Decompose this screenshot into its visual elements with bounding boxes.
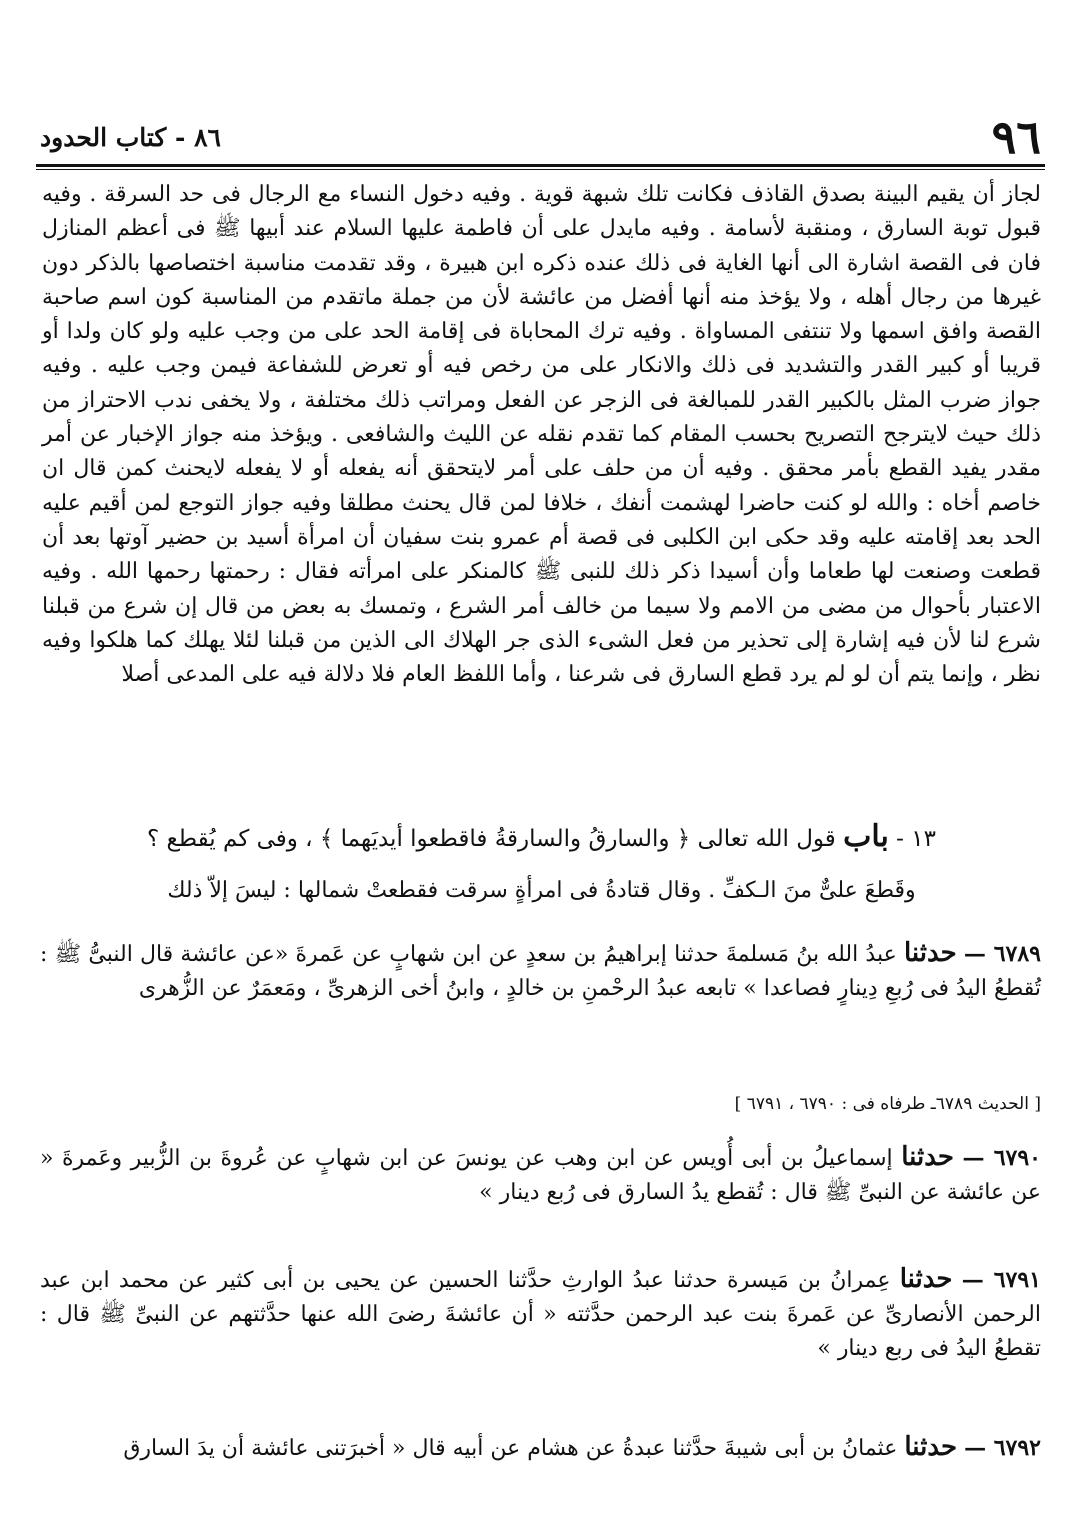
chapter-title: قول الله تعالى ﴿ والسارقُ والسارقةُ فاقطعوا أيديَهما ﴾ ، وفى كم يُقطع ؟ [147,826,836,852]
haddathana-label: حدثنا [903,938,957,968]
hadith-number: ٦٧٩٢ — [964,1435,1041,1461]
running-head: ٨٦ - كتاب الحدود [40,122,221,152]
hadith-number: ٦٧٩١ — [961,1267,1041,1293]
hadith-number: ٦٧٨٩ — [963,941,1041,967]
hadith-6792-text [40,1430,1041,1466]
hadith-body: عِمرانُ بن مَيسرة حدثنا عبدُ الوارثِ حدَّثنا الحسين عن يحيى بن أبى كثير عن محمد ابن عبد الرحمن الأنصارىِّ عن عَمرةَ بنت عبد الرحمن حدَّثته « أن عائشةَ رضىَ الله عنها حدَّثتهم عن النبىِّ ﷺ قال : تقطعُ اليدُ فى ربع دينار » [40,1268,1041,1361]
page-header [40,108,1041,166]
page-number: ٩٦ [991,110,1041,164]
hadith-6789-text [40,936,1041,1006]
chapter-heading [42,820,1041,856]
commentary-text: لجاز أن يقيم البينة بصدق القاذف فكانت تلك شبهة قوية . وفيه دخول النساء مع الرجال فى حد السرقة . وفيه قبول توبة السارق ، ومنقبة لأسامة . وفيه مايدل على أن فاطمة عليها السلام عند أبيها ﷺ فى أعظم المنازل فان فى القصة اشارة الى أنها الغاية فى ذلك عنده ذكره ابن هبيرة ، وقد تقدمت مناسبة اختصاصها بالذكر دون غيرها من رجال أهله ، ولا يؤخذ منه أنها أفضل من عائشة لأن من جملة ماتقدم من المناسبة كون اسم صاحبة القصة وافق اسمها ولا تنتفى المساواة . وفيه ترك المحاباة فى إقامة الحد على من وجب عليه ولو كان ولدا أو قريبا أو كبير القدر والتشديد فى ذلك والانكار على من رخص فيه أو تعرض للشفاعة فيمن وجب عليه . وفيه جواز ضرب المثل بالكبير القدر للمبالغة فى الزجر عن الفعل ومراتب ذلك مختلفة ، ولا يخفى ندب الاحتراز من ذلك حيث لايترجح التصريح بحسب المقام كما تقدم نقله عن الليث والشافعى . ويؤخذ منه جواز الإخبار عن أمر مقدر يفيد القطع بأمر محقق . وفيه أن من حلف على أمر لايتحقق أنه يفعله أو لا يفعله لايحنث كمن قال ان خاصم أخاه : والله لو كنت حاضرا لهشمت أنفك ، خلافا لمن قال يحنث مطلقا وفيه جواز التوجع لمن أقيم عليه الحد بعد إقامته عليه وقد حكى ابن الكلبى فى قصة أم عمرو بنت سفيان أن امرأة أسيد بن حضير آوتها بعد أن قطعت وصنعت لها طعاما وأن أسيدا ذكر ذلك للنبى ﷺ كالمنكر على امرأته فقال : رحمتها رحمها الله . وفيه الاعتبار بأحوال من مضى من الامم ولا سيما من خالف أمر الشرع ، وتمسك به بعض من قال إن شرع من قبلنا شرع لنا لأن فيه إشارة إلى تحذير من فعل الشىء الذى جر الهلاك الى الذين من قبلنا لئلا يهلك كما هلكوا وفيه نظر ، وإنما يتم أن لو لم يرد قطع السارق فى شرعنا ، وأما اللفظ العام فلا دلالة فيه على المدعى أصلا [42,182,1041,688]
haddathana-label: حدثنا [904,1432,958,1462]
hadith-note: [ الحديث ٦٧٨٩ـ طرفاه فى : ٦٧٩٠ ، ٦٧٩١ ] [734,1094,1041,1114]
hadith-body: عبدُ الله بنُ مَسلمةَ حدثنا إبراهيمُ بن سعدٍ عن ابن شهابٍ عن عَمرةَ «عن عائشة قال النبىُّ ﷺ : تُقطعُ اليدُ فى رُبعِ دِينارٍ فصاعدا » تابعه عبدُ الرحْمنِ بن خالدٍ ، وابنُ أخى الزهرىِّ ، ومَعمَرٌ عن الزُّهرى [40,942,1041,1001]
hadith-6791-text [40,1262,1041,1366]
haddathana-label: حدثنا [901,1142,954,1172]
hadith-6790-text [40,1140,1041,1210]
hadith-6791 [40,1262,1041,1366]
commentary-block [42,178,1041,692]
chapter-bab: باب [843,819,889,854]
header-rule-thin [36,169,1045,170]
hadith-6789 [40,936,1041,1006]
hadith-body: عثمانُ بن أبى شيبةَ حدَّثنا عبدةُ عن هشام عن أبيه قال « أخبرَتنى عائشة أن يدَ السارق [123,1436,898,1461]
haddathana-label: حدثنا [899,1264,953,1294]
hadith-body: إسماعيلُ بن أبى أُويس عن ابن وهب عن يونسَ عن ابن شهابٍ عن عُروةَ بن الزُّبير وعَمرةَ « عن عائشة عن النبىِّ ﷺ قال : تُقطع يدُ السارق فى رُبع دينار » [40,1146,1041,1205]
hadith-6792 [40,1430,1041,1466]
header-rule [36,164,1045,167]
hadith-6790 [40,1140,1041,1210]
hadith-number: ٦٧٩٠ — [962,1145,1041,1171]
chapter-number: ١٣ - [896,826,936,852]
chapter-subtitle: وقَطعَ علىٌّ منَ الـكفِّ . وقال قتادةُ فى امرأةٍ سرقت فقطعتْ شمالها : ليسَ إلاّ ذلك [167,878,916,903]
